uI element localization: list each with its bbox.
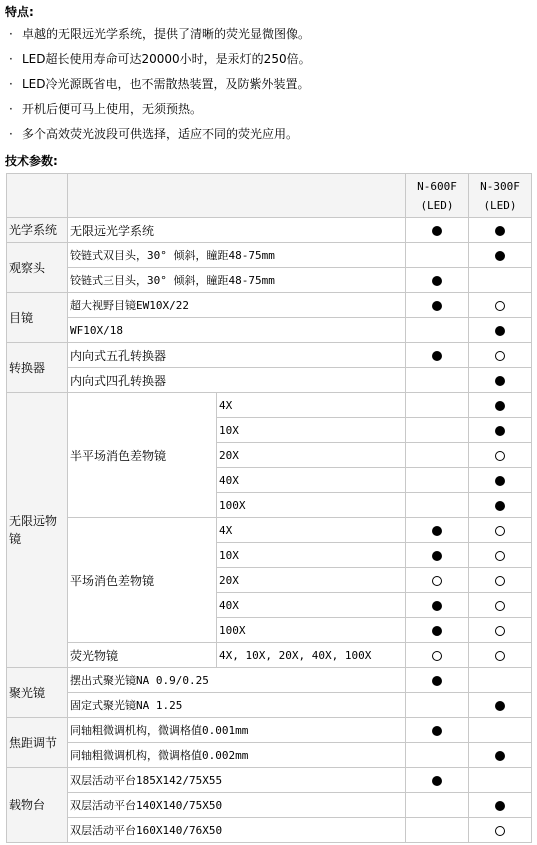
header-blank bbox=[68, 174, 406, 218]
spec-item: 固定式聚光镜NA 1.25 bbox=[68, 693, 406, 718]
availability-cell bbox=[406, 418, 469, 443]
filled-circle-icon bbox=[495, 376, 505, 386]
availability-cell bbox=[469, 693, 532, 718]
filled-circle-icon bbox=[432, 776, 442, 786]
hollow-circle-icon bbox=[495, 626, 505, 636]
availability-cell bbox=[469, 743, 532, 768]
filled-circle-icon bbox=[432, 301, 442, 311]
feature-item bbox=[0, 25, 311, 50]
availability-cell bbox=[469, 268, 532, 293]
availability-cell bbox=[406, 268, 469, 293]
header-corner bbox=[7, 174, 68, 218]
hollow-circle-icon bbox=[495, 301, 505, 311]
filled-circle-icon bbox=[432, 526, 442, 536]
availability-cell bbox=[406, 518, 469, 543]
spec-item: 摆出式聚光镜NA 0.9/0.25 bbox=[68, 668, 406, 693]
group-stage: 载物台 bbox=[7, 768, 68, 843]
feature-text: 卓越的无限远光学系统，提供了清晰的荧光显微图像。 bbox=[22, 27, 311, 41]
feature-text: 开机后便可马上使用，无须预热。 bbox=[22, 102, 203, 116]
availability-cell bbox=[406, 568, 469, 593]
table-row bbox=[7, 768, 532, 793]
group-focus: 焦距调节 bbox=[7, 718, 68, 768]
availability-cell bbox=[469, 318, 532, 343]
filled-circle-icon bbox=[432, 626, 442, 636]
filled-circle-icon bbox=[432, 276, 442, 286]
magnification: 4X bbox=[217, 393, 406, 418]
availability-cell bbox=[469, 793, 532, 818]
availability-cell bbox=[469, 468, 532, 493]
availability-cell bbox=[469, 818, 532, 843]
availability-cell bbox=[406, 618, 469, 643]
availability-cell bbox=[469, 518, 532, 543]
group-eyepiece: 目镜 bbox=[7, 293, 68, 343]
feature-item bbox=[0, 100, 311, 125]
subgroup-fluor: 荧光物镜 bbox=[68, 643, 217, 668]
table-row bbox=[7, 668, 532, 693]
magnification: 4X, 10X, 20X, 40X, 100X bbox=[217, 643, 406, 668]
spec-item: 无限远光学系统 bbox=[68, 218, 406, 243]
feature-text: LED冷光源既省电，也不需散热装置，及防紫外装置。 bbox=[22, 77, 310, 91]
group-observation-head: 观察头 bbox=[7, 243, 68, 293]
group-optical-system: 光学系统 bbox=[7, 218, 68, 243]
availability-cell bbox=[469, 593, 532, 618]
magnification: 40X bbox=[217, 593, 406, 618]
availability-cell bbox=[469, 343, 532, 368]
spec-item: 铰链式三目头，30° 倾斜，瞳距48-75mm bbox=[68, 268, 406, 293]
magnification: 100X bbox=[217, 493, 406, 518]
availability-cell bbox=[406, 743, 469, 768]
availability-cell bbox=[406, 318, 469, 343]
availability-cell bbox=[469, 668, 532, 693]
table-row bbox=[7, 718, 532, 743]
hollow-circle-icon bbox=[495, 551, 505, 561]
filled-circle-icon bbox=[432, 726, 442, 736]
availability-cell bbox=[469, 768, 532, 793]
magnification: 10X bbox=[217, 543, 406, 568]
spec-item: 铰链式双目头，30° 倾斜，瞳距48-75mm bbox=[68, 243, 406, 268]
spec-item: 同轴粗微调机构，微调格值0.002mm bbox=[68, 743, 406, 768]
group-infinity-objective: 无限远物镜 bbox=[7, 393, 68, 668]
table-row bbox=[7, 793, 532, 818]
features-list bbox=[0, 25, 311, 150]
bullet-icon: · bbox=[9, 27, 13, 41]
hollow-circle-icon bbox=[495, 576, 505, 586]
filled-circle-icon bbox=[495, 701, 505, 711]
table-row bbox=[7, 643, 532, 668]
filled-circle-icon bbox=[495, 751, 505, 761]
group-nosepiece: 转换器 bbox=[7, 343, 68, 393]
hollow-circle-icon bbox=[495, 451, 505, 461]
hollow-circle-icon bbox=[495, 651, 505, 661]
feature-text: 多个高效荧光波段可供选择，适应不同的荧光应用。 bbox=[22, 127, 299, 141]
table-row bbox=[7, 743, 532, 768]
table-row bbox=[7, 393, 532, 418]
spec-item: 双层活动平台160X140/76X50 bbox=[68, 818, 406, 843]
table-row bbox=[7, 318, 532, 343]
spec-item: 内向式四孔转换器 bbox=[68, 368, 406, 393]
availability-cell bbox=[406, 693, 469, 718]
magnification: 40X bbox=[217, 468, 406, 493]
group-condenser: 聚光镜 bbox=[7, 668, 68, 718]
availability-cell bbox=[406, 343, 469, 368]
spec-item: 内向式五孔转换器 bbox=[68, 343, 406, 368]
spec-item: 超大视野目镜EW10X/22 bbox=[68, 293, 406, 318]
availability-cell bbox=[469, 243, 532, 268]
bullet-icon: · bbox=[9, 52, 13, 66]
filled-circle-icon bbox=[432, 551, 442, 561]
table-row bbox=[7, 343, 532, 368]
availability-cell bbox=[469, 418, 532, 443]
availability-cell bbox=[406, 443, 469, 468]
availability-cell bbox=[406, 293, 469, 318]
spec-item: 双层活动平台185X142/75X55 bbox=[68, 768, 406, 793]
filled-circle-icon bbox=[495, 251, 505, 261]
magnification: 20X bbox=[217, 568, 406, 593]
availability-cell bbox=[469, 718, 532, 743]
table-row bbox=[7, 518, 532, 543]
feature-item bbox=[0, 50, 311, 75]
availability-cell bbox=[406, 818, 469, 843]
availability-cell bbox=[406, 718, 469, 743]
availability-cell bbox=[406, 768, 469, 793]
filled-circle-icon bbox=[495, 401, 505, 411]
filled-circle-icon bbox=[432, 676, 442, 686]
availability-cell bbox=[469, 368, 532, 393]
hollow-circle-icon bbox=[495, 351, 505, 361]
availability-cell bbox=[406, 218, 469, 243]
table-row bbox=[7, 218, 532, 243]
magnification: 100X bbox=[217, 618, 406, 643]
spec-item: 双层活动平台140X140/75X50 bbox=[68, 793, 406, 818]
availability-cell bbox=[406, 593, 469, 618]
subgroup-plan: 平场消色差物镜 bbox=[68, 518, 217, 643]
table-row bbox=[7, 293, 532, 318]
availability-cell bbox=[406, 643, 469, 668]
table-row bbox=[7, 818, 532, 843]
feature-item bbox=[0, 125, 311, 150]
hollow-circle-icon bbox=[432, 651, 442, 661]
availability-cell bbox=[469, 618, 532, 643]
hollow-circle-icon bbox=[495, 601, 505, 611]
filled-circle-icon bbox=[495, 226, 505, 236]
availability-cell bbox=[406, 243, 469, 268]
table-row bbox=[7, 268, 532, 293]
spec-item: 同轴粗微调机构，微调格值0.001mm bbox=[68, 718, 406, 743]
table-row bbox=[7, 243, 532, 268]
bullet-icon: · bbox=[9, 102, 13, 116]
filled-circle-icon bbox=[495, 501, 505, 511]
spec-item: WF10X/18 bbox=[68, 318, 406, 343]
table-row bbox=[7, 693, 532, 718]
availability-cell bbox=[406, 368, 469, 393]
feature-text: LED超长使用寿命可达20000小时，是汞灯的250倍。 bbox=[22, 52, 311, 66]
model-header-n300f: N-300F (LED) bbox=[469, 174, 532, 218]
availability-cell bbox=[406, 543, 469, 568]
availability-cell bbox=[469, 218, 532, 243]
availability-cell bbox=[469, 443, 532, 468]
subgroup-semi-plan: 半平场消色差物镜 bbox=[68, 393, 217, 518]
availability-cell bbox=[469, 568, 532, 593]
availability-cell bbox=[469, 393, 532, 418]
magnification: 20X bbox=[217, 443, 406, 468]
availability-cell bbox=[406, 393, 469, 418]
magnification: 4X bbox=[217, 518, 406, 543]
hollow-circle-icon bbox=[432, 576, 442, 586]
availability-cell bbox=[469, 293, 532, 318]
filled-circle-icon bbox=[495, 801, 505, 811]
bullet-icon: · bbox=[9, 127, 13, 141]
magnification: 10X bbox=[217, 418, 406, 443]
availability-cell bbox=[469, 543, 532, 568]
filled-circle-icon bbox=[495, 476, 505, 486]
hollow-circle-icon bbox=[495, 826, 505, 836]
table-header-row bbox=[7, 174, 532, 218]
filled-circle-icon bbox=[432, 226, 442, 236]
filled-circle-icon bbox=[495, 426, 505, 436]
availability-cell bbox=[469, 643, 532, 668]
filled-circle-icon bbox=[495, 326, 505, 336]
features-heading: 特点: bbox=[5, 5, 34, 19]
availability-cell bbox=[469, 493, 532, 518]
specs-heading: 技术参数: bbox=[5, 154, 58, 168]
bullet-icon: · bbox=[9, 77, 13, 91]
model-header-n600f: N-600F (LED) bbox=[406, 174, 469, 218]
filled-circle-icon bbox=[432, 351, 442, 361]
hollow-circle-icon bbox=[495, 526, 505, 536]
table-row bbox=[7, 368, 532, 393]
availability-cell bbox=[406, 793, 469, 818]
availability-cell bbox=[406, 668, 469, 693]
spec-table bbox=[6, 173, 532, 843]
feature-item bbox=[0, 75, 311, 100]
availability-cell bbox=[406, 493, 469, 518]
availability-cell bbox=[406, 468, 469, 493]
filled-circle-icon bbox=[432, 601, 442, 611]
